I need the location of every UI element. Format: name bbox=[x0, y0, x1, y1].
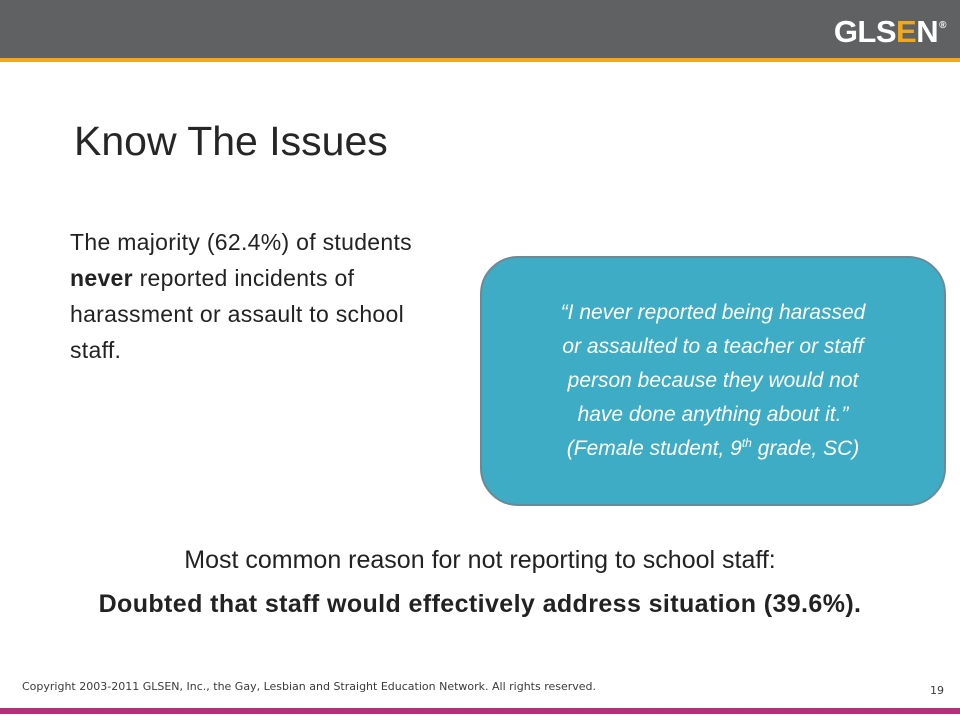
glsen-logo bbox=[834, 14, 946, 48]
quote-attribution-suffix: grade, SC) bbox=[751, 437, 860, 460]
majority-statement-emphasis: never bbox=[70, 265, 133, 291]
quote-attribution-prefix: (Female student, 9 bbox=[566, 437, 742, 460]
majority-statement bbox=[70, 224, 450, 368]
page-number: 19 bbox=[930, 684, 944, 697]
majority-statement-suffix: reported incidents of harassment or assault to school staff. bbox=[70, 265, 405, 363]
majority-statement-prefix: The majority (62.4%) of students bbox=[70, 229, 412, 255]
logo-text-gls: GLS bbox=[833, 14, 897, 49]
slide-title: Know The Issues bbox=[74, 118, 388, 164]
header-bar bbox=[0, 0, 960, 58]
quote-line-4: have done anything about it.” bbox=[577, 403, 849, 426]
copyright-notice: Copyright 2003-2011 GLSEN, Inc., the Gay, Lesbian and Straight Education Network. All rights reserved. bbox=[22, 680, 597, 693]
logo-text-e: E bbox=[896, 14, 917, 49]
quote-line-1: “I never reported being harassed bbox=[560, 301, 866, 324]
quote-attribution-ordinal: th bbox=[741, 436, 752, 450]
quote-attribution bbox=[567, 432, 860, 466]
quote-line-2: or assaulted to a teacher or staff bbox=[562, 335, 864, 358]
header-accent-stripe bbox=[0, 58, 960, 62]
student-quote-box bbox=[480, 256, 946, 506]
quote-line-3: person because they would not bbox=[567, 369, 859, 392]
logo-text-n: N bbox=[916, 14, 939, 49]
footer-bottom-margin bbox=[0, 714, 960, 720]
logo-registered-mark: ® bbox=[939, 20, 946, 31]
reason-label: Most common reason for not reporting to school staff: bbox=[184, 546, 776, 574]
reason-value: Doubted that staff would effectively address situation (39.6%). bbox=[98, 590, 862, 618]
